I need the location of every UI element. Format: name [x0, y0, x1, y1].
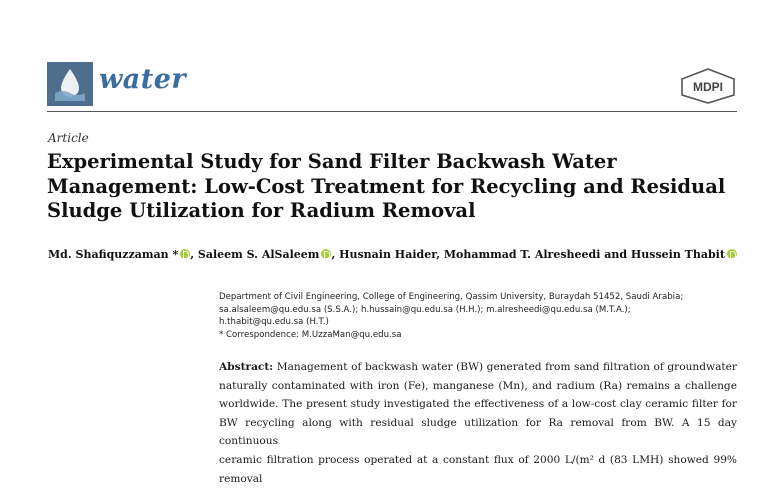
header-divider	[47, 111, 737, 112]
orcid-icon[interactable]	[727, 249, 737, 259]
author-emails: h.thabit@qu.edu.sa (H.T.)	[219, 317, 329, 327]
affiliations	[219, 291, 739, 341]
title-line: Sludge Utilization for Radium Removal	[47, 199, 476, 222]
article-type: Article	[48, 131, 89, 145]
paper-title	[47, 150, 747, 224]
publisher-logo	[680, 68, 736, 104]
author-emails: sa.alsaleem@qu.edu.sa (S.S.A.); h.hussain@qu.edu.sa (H.H.); m.alresheedi@qu.edu.sa (M.T.A.);	[219, 304, 631, 315]
abstract-line: Abstract: Management of backwash water (BW) generated from sand filtration of groundwater	[219, 361, 737, 373]
abstract-line: ceramic filtration process operated at a constant flux of 2000 L/(m² d (83 LMH) showed 99% removal	[219, 453, 737, 485]
journal-logo	[47, 62, 93, 106]
abstract	[219, 358, 737, 488]
title-line: Management: Low-Cost Treatment for Recycling and Residual	[47, 174, 726, 198]
author-list	[48, 248, 768, 261]
water-drop-icon	[55, 67, 85, 101]
title-line: Experimental Study for Sand Filter Backwash Water	[47, 150, 617, 173]
orcid-icon[interactable]	[180, 249, 190, 259]
mdpi-logo-icon	[680, 68, 736, 104]
orcid-icon[interactable]	[321, 249, 331, 259]
abstract-label: Abstract:	[219, 361, 274, 373]
abstract-line: worldwide. The present study investigated the effectiveness of a low-cost clay ceramic filter for	[219, 398, 737, 411]
abstract-line: BW recycling along with residual sludge utilization for Ra removal from BW. A 15 day continuous	[219, 416, 737, 448]
correspondence: * Correspondence: M.UzzaMan@qu.edu.sa	[219, 329, 402, 340]
journal-name: water	[99, 64, 187, 95]
author-name: , Saleem S. AlSaleem	[190, 248, 320, 261]
author-name: Md. Shafiquzzaman *	[48, 248, 179, 261]
author-name: , Husnain Haider, Mohammad T. Alresheedi and Hussein Thabit	[331, 248, 725, 261]
affiliation-line: Department of Civil Engineering, College of Engineering, Qassim University, Buraydah 51452, Saudi Arabia;	[219, 292, 684, 302]
svg-text:MDPI: MDPI	[693, 80, 723, 94]
abstract-line: naturally contaminated with iron (Fe), manganese (Mn), and radium (Ra) remains a challenge	[219, 379, 737, 392]
